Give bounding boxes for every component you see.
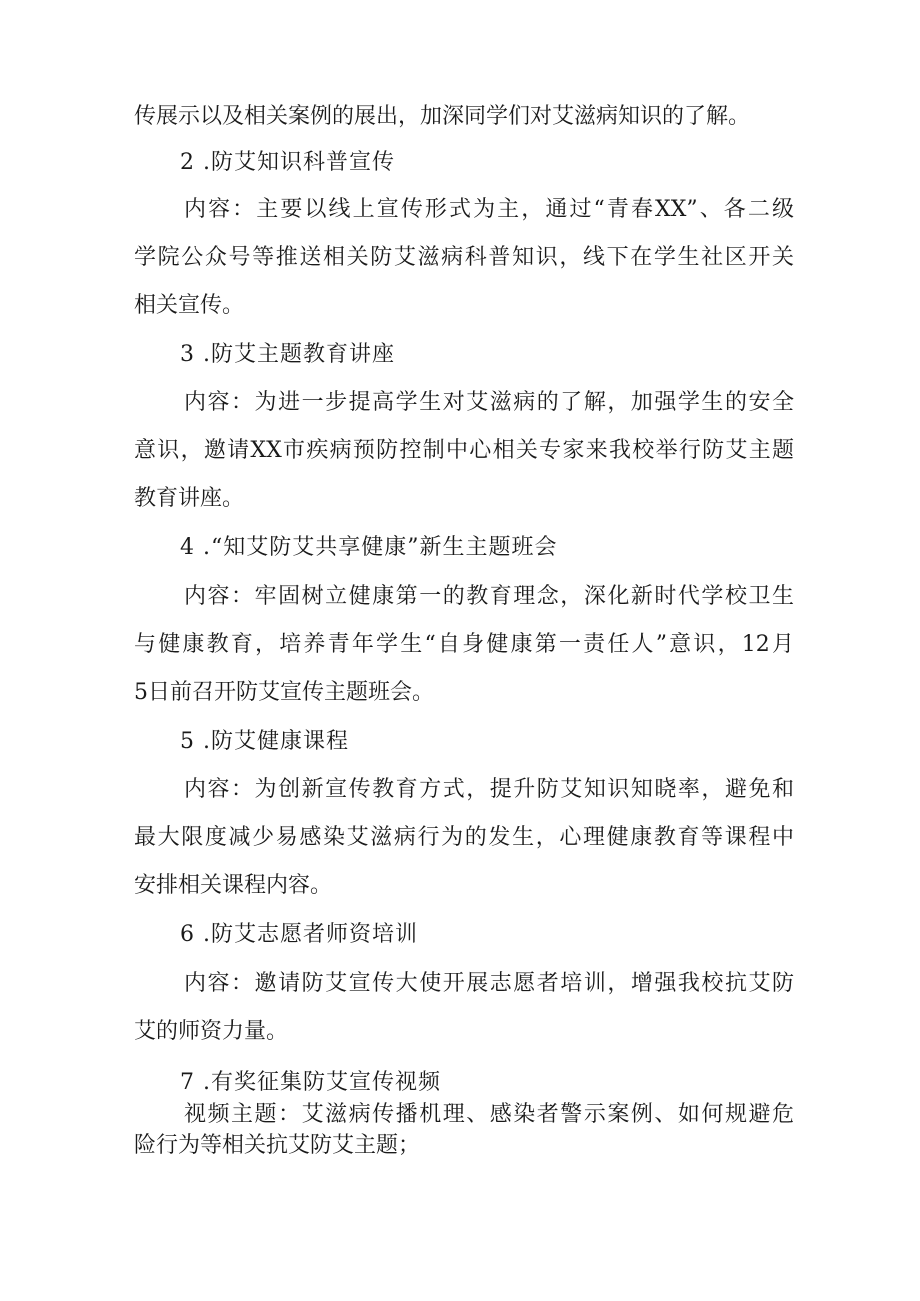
paragraph-line: 5日前召开防艾宣传主题班会。: [134, 680, 434, 705]
paragraph-line: 教育讲座。: [134, 486, 245, 511]
section-heading-2: 2 .防艾知识科普宣传: [180, 150, 395, 175]
section-heading-7: 7 .有奖征集防艾宣传视频: [180, 1070, 441, 1095]
paragraph-line: 视频主题：艾滋病传播机理、感染者警示案例、如何规避危: [184, 1102, 794, 1127]
paragraph-line: 内容：主要以线上宣传形式为主，通过“青春XX”、各二级: [184, 197, 794, 222]
paragraph-line: 相关宣传。: [134, 293, 245, 318]
paragraph-line: 意识，邀请XX市疾病预防控制中心相关专家来我校举行防艾主题: [134, 438, 794, 463]
paragraph-line: 最大限度减少易感染艾滋病行为的发生，心理健康教育等课程中: [134, 825, 794, 850]
paragraph-line: 内容：为进一步提高学生对艾滋病的了解，加强学生的安全: [184, 390, 794, 415]
paragraph-line: 内容：牢固树立健康第一的教育理念，深化新时代学校卫生: [184, 584, 794, 609]
paragraph-line: 学院公众号等推送相关防艾滋病科普知识，线下在学生社区开关: [134, 245, 794, 270]
paragraph-line: 安排相关课程内容。: [134, 873, 333, 898]
section-heading-5: 5 .防艾健康课程: [180, 729, 349, 754]
paragraph-line: 传展示以及相关案例的展出，加深同学们对艾滋病知识的了解。: [134, 104, 751, 129]
paragraph-line: 内容：为创新宣传教育方式，提升防艾知识知晓率，避免和: [184, 777, 794, 802]
paragraph-line: 艾的师资力量。: [134, 1019, 289, 1044]
paragraph-line: 内容：邀请防艾宣传大使开展志愿者培训，增强我校抗艾防: [184, 971, 794, 996]
section-heading-6: 6 .防艾志愿者师资培训: [180, 922, 418, 947]
section-heading-3: 3 .防艾主题教育讲座: [180, 342, 395, 367]
section-heading-4: 4 .“知艾防艾共享健康”新生主题班会: [180, 535, 558, 560]
paragraph-line: 与健康教育，培养青年学生“自身健康第一责任人”意识，12月: [134, 632, 794, 657]
paragraph-line: 险行为等相关抗艾防艾主题；: [134, 1133, 421, 1158]
